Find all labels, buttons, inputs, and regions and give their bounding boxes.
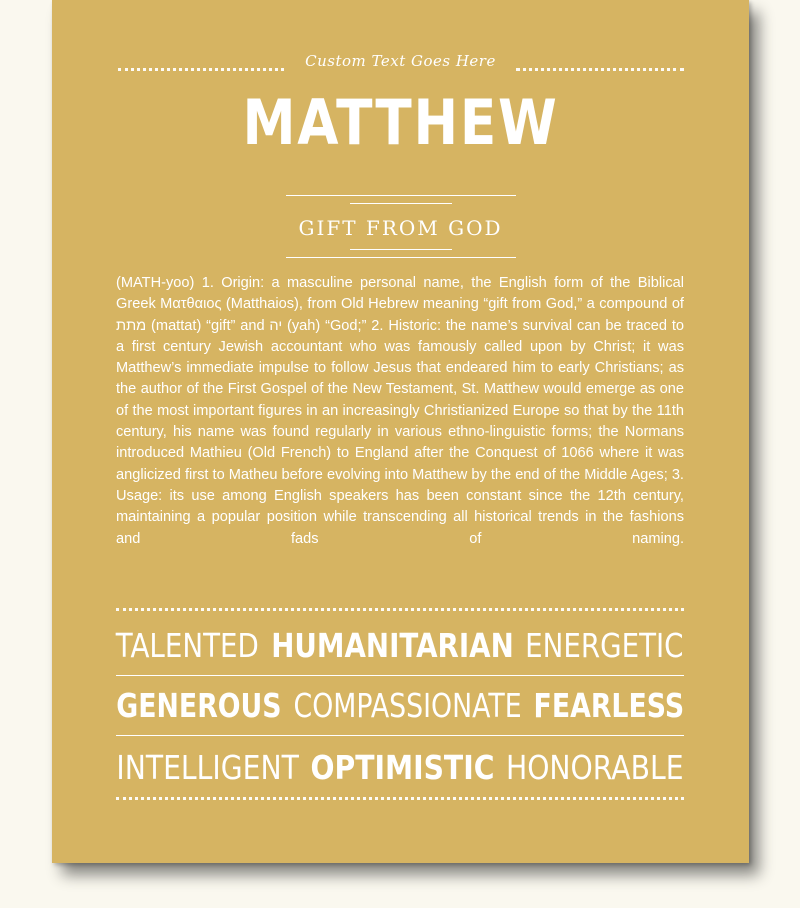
traits-row-divider-1 [116, 675, 684, 676]
custom-text: Custom Text Goes Here [305, 52, 496, 70]
traits-bottom-dotted-divider [116, 797, 684, 800]
lower-rule-long [286, 257, 516, 258]
trait-word: FEARLESS [533, 686, 684, 725]
name-poster [52, 0, 749, 863]
traits-row-2 [116, 686, 684, 726]
trait-word: HONORABLE [506, 748, 684, 787]
name-description: (MATH-yoo) 1. Origin: a masculine personal name, the English form of the Biblical Greek Ματθαιος (Matthaios), from Old Hebrew meaning “gift from God,” a compound of מתת (mattat) “gift” and יה (yah) “God;” 2. Historic: the name’s survival can be traced to a first century Jewish accountant who was famously called upon by Christ; it was Matthew’s immediate impulse to follow Jesus that endeared him to early Christians; as the author of the First Gospel of the New Testament, St. Matthew would emerge as one of the most important figures in an increasingly Christianized Europe so that by the 11th century, his name was found regularly in various ethno-linguistic forms; the Normans introduced Mathieu (Old French) to England after the Conquest of 1066 where it was anglicized first to Matheu before evolving into Matthew by the end of the Middle Ages; 3. Usage: its use among English speakers has been constant since the 12th century, maintaining a popular position while transcending all historical trends in the fashions and fads of naming. [116, 275, 684, 547]
trait-word: INTELLIGENT [116, 748, 299, 787]
trait-word: HUMANITARIAN [271, 626, 514, 665]
name-meaning: GIFT FROM GOD [298, 216, 503, 240]
trait-word: TALENTED [116, 626, 260, 665]
trait-word: GENEROUS [116, 686, 282, 725]
traits-row-divider-2 [116, 735, 684, 736]
trait-word: OPTIMISTIC [310, 748, 495, 787]
lower-rule-short [350, 249, 452, 250]
upper-rule-short [350, 203, 452, 204]
name-title: MATTHEW [242, 86, 559, 159]
traits-top-dotted-divider [116, 608, 684, 611]
traits-row-1 [116, 626, 684, 666]
trait-word: COMPASSIONATE [293, 686, 522, 725]
trait-word: ENERGETIC [525, 626, 684, 665]
upper-rule-long [286, 195, 516, 196]
traits-row-3 [116, 748, 684, 788]
